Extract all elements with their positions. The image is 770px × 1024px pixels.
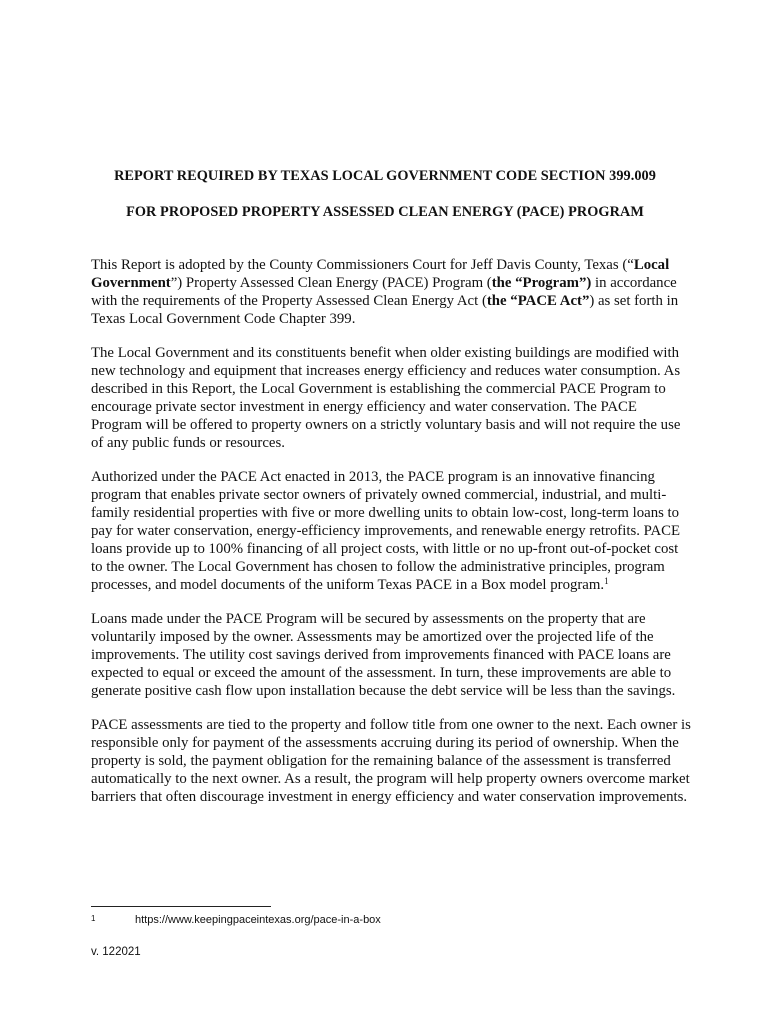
report-subtitle: FOR PROPOSED PROPERTY ASSESSED CLEAN ENERGY (PACE) PROGRAM <box>126 204 644 220</box>
paragraph-authorization: Authorized under the PACE Act enacted in 2013, the PACE program is an innovative financing program that enables private sector owners of privately owned commercial, industrial, and multi-family residential properties with five or more dwelling units to obtain low-cost, long-term loans to pay for water conservation, energy-efficiency improvements, and renewable energy retrofits. PACE loans provide up to 100% financing of all project costs, with little or no up-front out-of-pocket cost to the owner. The Local Government has chosen to follow the administrative principles, program processes, and model documents of the uniform Texas PACE in a Box model program.$^1$ <box>91 469 681 593</box>
paragraph-benefits: The Local Government and its constituents benefit when older existing buildings are modified with new technology and equipment that increases energy efficiency and reduces water consumption. As described in this Report, the Local Government is establishing the commercial PACE Program to encourage private sector investment in energy efficiency and water conservation. The PACE Program will be offered to property owners on a strictly voluntary basis and will not require the use of any public funds or resources. <box>91 345 681 451</box>
version-label: v. 122021 <box>91 946 141 958</box>
footnote <box>91 914 381 926</box>
term-program: the “Program”) <box>491 275 592 291</box>
paragraph-adoption: This Report is adopted by the County Commissioners Court for Jeff Davis County, Texas (“Local Government”) Property Assessed Clean Energy (PACE) Program (the “Program”) in accordance with the requirements of the Property Assessed Clean Energy Act (the “PACE Act”) as set forth in Texas Local Government Code Chapter 399. <box>91 257 679 327</box>
term-pace-act: the “PACE Act” <box>486 293 590 309</box>
footnote-reference: 1 <box>604 576 609 586</box>
footnote-number: 1 <box>91 914 96 923</box>
term-local-government: Local Government <box>91 257 670 291</box>
footnote-divider <box>91 906 271 907</box>
paragraph-assessments: PACE assessments are tied to the property and follow title from one owner to the next. Each owner is responsible only for payment of the assessments accruing during its period of ownership. When the property is sold, the payment obligation for the remaining balance of the assessment is transferred automatically to the next owner. As a result, the program will help property owners overcome market barriers that often discourage investment in energy efficiency and water conservation improvements. <box>91 717 691 805</box>
footnote-link[interactable]: https://www.keepingpaceintexas.org/pace-in-a-box <box>135 914 381 926</box>
report-title: REPORT REQUIRED BY TEXAS LOCAL GOVERNMENT CODE SECTION 399.009 <box>114 168 656 184</box>
report-body <box>91 256 691 822</box>
paragraph-loans: Loans made under the PACE Program will be secured by assessments on the property that are voluntarily imposed by the owner. Assessments may be amortized over the projected life of the improvements. The utility cost savings derived from improvements financed with PACE loans are expected to equal or exceed the amount of the assessment. In turn, these improvements are able to generate positive cash flow upon installation because the debt service will be less than the savings. <box>91 611 676 699</box>
